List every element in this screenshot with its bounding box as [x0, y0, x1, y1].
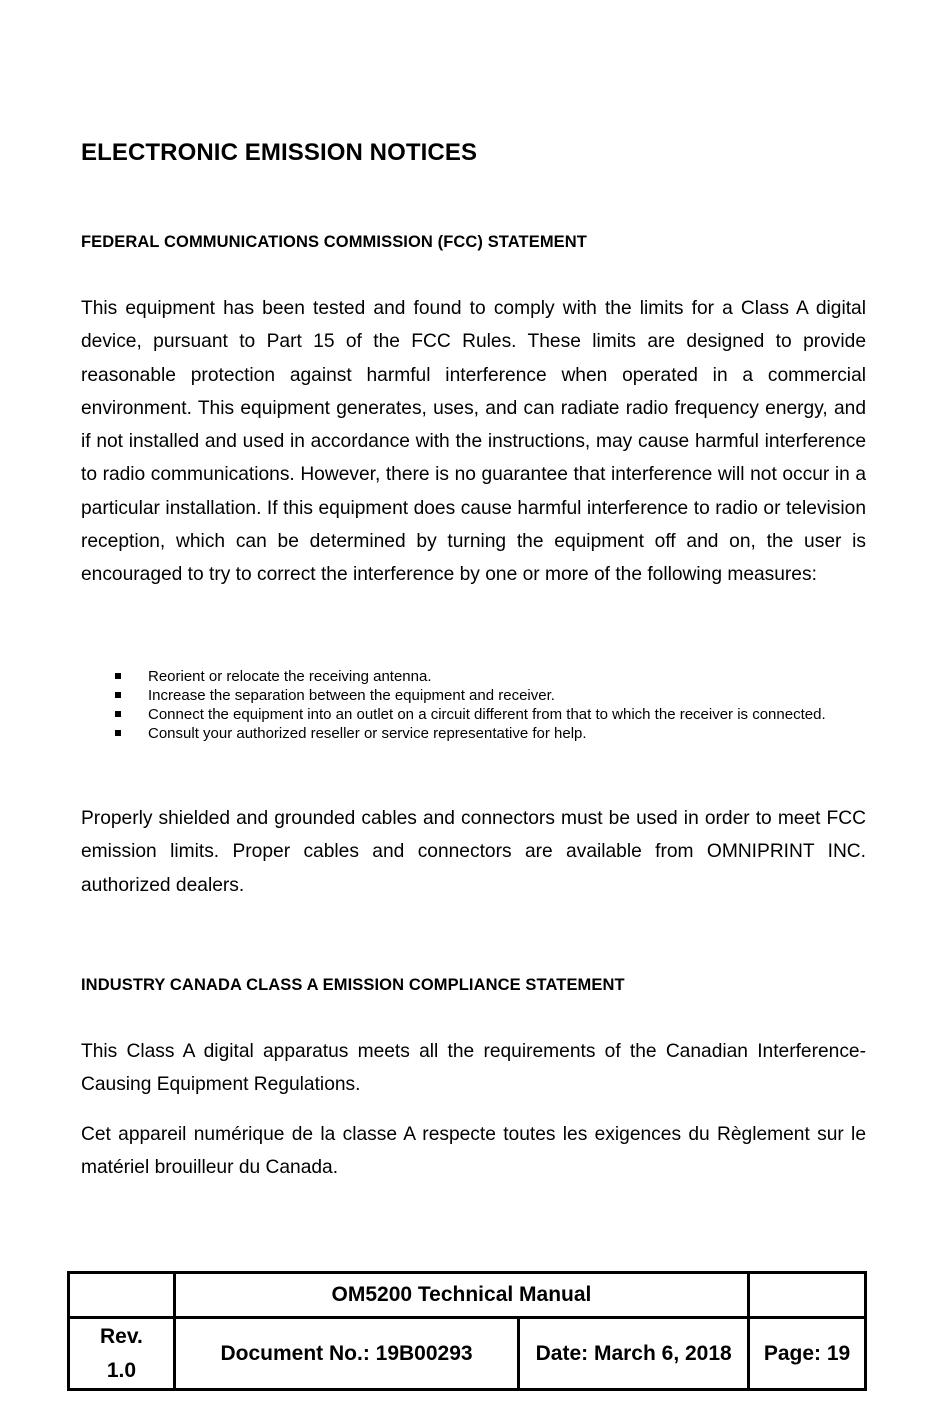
fcc-paragraph: This equipment has been tested and found to comply with the limits for a Class A digital device, pursuant to Part 15 of the FCC Rules. These limits are designed to provide reasonable protection against harmful interference when operated in a commercial environment. This equipment generates, uses, and can radiate radio frequency energy, and if not installed and used in accordance with the instructions, may cause harmful interference to radio communications. However, there is no guarantee that interference will not occur in a particular installation. If this equipment does cause harmful interference to radio or television reception, which can be determined by turning the equipment off and on, the user is encouraged to try to correct the interference by one or more of the following measures:	[81, 298, 866, 586]
footer-table	[67, 1271, 867, 1391]
canada-heading: INDUSTRY CANADA CLASS A EMISSION COMPLIANCE STATEMENT	[81, 976, 625, 994]
fcc-heading: FEDERAL COMMUNICATIONS COMMISSION (FCC) STATEMENT	[81, 233, 587, 251]
canada-paragraph-en: This Class A digital apparatus meets all the requirements of the Canadian Interference-Causing Equipment Regulations.	[81, 1041, 866, 1096]
measure-text: Increase the separation between the equipment and receiver.	[148, 687, 555, 704]
footer-empty-cell	[69, 1273, 175, 1318]
page-title: ELECTRONIC EMISSION NOTICES	[81, 139, 478, 166]
document-date: Date: March 6, 2018	[519, 1318, 749, 1390]
list-item	[81, 686, 866, 705]
footer-empty-cell	[749, 1273, 866, 1318]
page-number: Page: 19	[749, 1318, 866, 1390]
square-bullet-icon	[115, 711, 121, 717]
revision-label: Rev.	[100, 1324, 143, 1348]
list-item	[81, 724, 866, 743]
revision-value: 1.0	[106, 1358, 137, 1382]
list-item	[81, 667, 866, 686]
measures-list	[81, 667, 866, 743]
square-bullet-icon	[115, 673, 121, 679]
measure-text: Connect the equipment into an outlet on a circuit different from that to which the receiver is connected.	[148, 706, 826, 723]
square-bullet-icon	[115, 692, 121, 698]
list-item	[81, 705, 866, 724]
document-number: Document No.: 19B00293	[174, 1318, 518, 1390]
measure-text: Consult your authorized reseller or service representative for help.	[148, 725, 587, 742]
measure-text: Reorient or relocate the receiving antenna.	[148, 668, 432, 685]
manual-title: OM5200 Technical Manual	[174, 1273, 748, 1318]
square-bullet-icon	[115, 730, 121, 736]
revision-cell	[69, 1318, 175, 1390]
cables-paragraph: Properly shielded and grounded cables and connectors must be used in order to meet FCC emission limits. Proper cables and connectors are available from OMNIPRINT INC. authorized dealers.	[81, 808, 866, 896]
canada-paragraph-fr: Cet appareil numérique de la classe A respecte toutes les exigences du Règlement sur le matériel brouilleur du Canada.	[81, 1124, 866, 1179]
